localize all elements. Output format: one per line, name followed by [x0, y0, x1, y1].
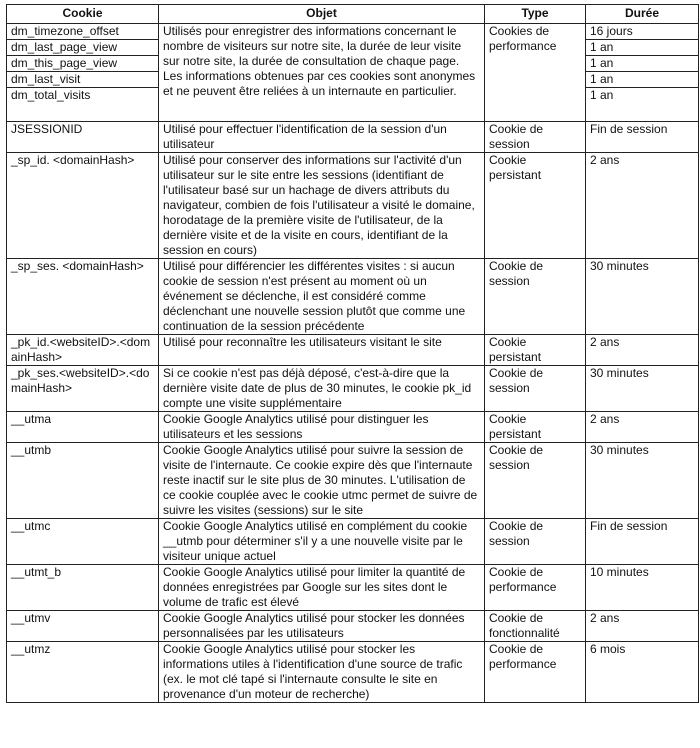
objet-cell: Utilisé pour différencier les différentes visites : si aucun cookie de session n'est présent au moment où un événement se déclenche, il est considéré comme déclenchant une nouvelle session plutôt que comme une continuation de la session précédente — [159, 259, 485, 335]
table-row — [7, 611, 699, 642]
header-type: Type — [485, 5, 586, 24]
type-cell: Cookie de session — [485, 259, 586, 335]
cookie-name: __utmt_b — [7, 565, 159, 611]
header-cookie: Cookie — [7, 5, 159, 24]
duree-cell: 30 minutes — [586, 259, 699, 335]
table-row — [7, 335, 699, 366]
cookie-name: dm_last_page_view — [7, 40, 158, 56]
duree-cell: 6 mois — [586, 642, 699, 703]
table-row — [7, 366, 699, 412]
type-cell: Cookie persistant — [485, 153, 586, 259]
duree-cell: 2 ans — [586, 335, 699, 366]
table-row — [7, 565, 699, 611]
duree-cell: 2 ans — [586, 153, 699, 259]
table-row-dm-group — [7, 24, 699, 122]
objet-cell: Cookie Google Analytics utilisé pour stocker les informations utiles à l'identification d'une source de trafic (ex. le mot clé tapé si l'internaute consulte le site en provenance d'un moteur de recherche) — [159, 642, 485, 703]
cookie-name: dm_total_visits — [11, 88, 91, 102]
header-objet: Objet — [159, 5, 485, 24]
objet-cell: Utilisé pour effectuer l'identification de la session d'un utilisateur — [159, 122, 485, 153]
objet-cell: Cookie Google Analytics utilisé en complément du cookie __utmb pour déterminer s'il y a une nouvelle visite par le visiteur unique actuel — [159, 519, 485, 565]
objet-cell: Utilisé pour reconnaître les utilisateurs visitant le site — [159, 335, 485, 366]
duree-cell: 2 ans — [586, 412, 699, 443]
duree-cell — [586, 24, 699, 122]
cookie-name: dm_last_visit — [7, 72, 158, 88]
objet-cell: Cookie Google Analytics utilisé pour stocker les données personnalisées par les utilisateurs — [159, 611, 485, 642]
cookie-name: _sp_ses. <domainHash> — [7, 259, 159, 335]
type-cell: Cookie de session — [485, 443, 586, 519]
cookie-name: __utmb — [7, 443, 159, 519]
cookie-name: _pk_id.<websiteID>.<domainHash> — [7, 335, 159, 366]
cookie-name: __utma — [7, 412, 159, 443]
type-cell: Cookie de performance — [485, 642, 586, 703]
cookie-name: JSESSIONID — [7, 122, 159, 153]
table-row — [7, 153, 699, 259]
table-row — [7, 259, 699, 335]
cookies-table — [6, 4, 699, 703]
objet-cell: Cookie Google Analytics utilisé pour suivre la session de visite de l'internaute. Ce cookie expire dès que l'internaute reste inactif sur le site plus de 30 minutes. L'utilisation de ce cookie couplée avec le cookie utmc permet de suivre de suivre les visites (sessions) sur le site — [159, 443, 485, 519]
duree-cell: 10 minutes — [586, 565, 699, 611]
type-cell: Cookie de fonctionnalité — [485, 611, 586, 642]
duree-value: 1 an — [586, 56, 698, 72]
type-cell: Cookie de session — [485, 366, 586, 412]
objet-cell: Cookie Google Analytics utilisé pour limiter la quantité de données enregistrées par Google sur les sites dont le volume de trafic est élevé — [159, 565, 485, 611]
duree-cell: 30 minutes — [586, 443, 699, 519]
cookie-name: dm_this_page_view — [7, 56, 158, 72]
type-cell: Cookie persistant — [485, 335, 586, 366]
objet-cell: Utilisés pour enregistrer des informations concernant le nombre de visiteurs sur notre site, la durée de leur visite sur notre site, la durée de consultation de chaque page. Les informations obtenues par ces cookies sont anonymes et ne peuvent être reliées à un internaute en particulier. — [159, 24, 485, 122]
table-row — [7, 122, 699, 153]
duree-cell: 30 minutes — [586, 366, 699, 412]
table-row — [7, 412, 699, 443]
type-cell: Cookies de performance — [485, 24, 586, 122]
cookie-cell — [7, 24, 159, 122]
type-cell: Cookie de performance — [485, 565, 586, 611]
duree-cell: Fin de session — [586, 122, 699, 153]
type-cell: Cookie persistant — [485, 412, 586, 443]
table-row — [7, 443, 699, 519]
cookie-name: __utmz — [7, 642, 159, 703]
duree-value: 1 an — [586, 72, 698, 88]
objet-cell: Utilisé pour conserver des informations sur l'activité d'un utilisateur sur le site entre les sessions (identifiant de l'utilisateur basé sur un hachage de divers attributs du navigateur, combien de fois l'utilisateur a visité le domaine, horodatage de la première visite de l'utilisateur, de la dernière visite et de la visite en cours, identifiant de la session en cours) — [159, 153, 485, 259]
cookie-name: _sp_id. <domainHash> — [7, 153, 159, 259]
cookie-name: __utmv — [7, 611, 159, 642]
duree-cell: Fin de session — [586, 519, 699, 565]
cookie-name: __utmc — [7, 519, 159, 565]
duree-value: 1 an — [586, 40, 698, 56]
cookie-name: dm_timezone_offset — [7, 24, 158, 40]
duree-cell: 2 ans — [586, 611, 699, 642]
header-row — [7, 5, 699, 24]
objet-cell: Si ce cookie n'est pas déjà déposé, c'est-à-dire que la dernière visite date de plus de 30 minutes, le cookie pk_id compte une visite supplémentaire — [159, 366, 485, 412]
cookie-name: _pk_ses.<websiteID>.<domainHash> — [7, 366, 159, 412]
type-cell: Cookie de session — [485, 519, 586, 565]
objet-cell: Cookie Google Analytics utilisé pour distinguer les utilisateurs et les sessions — [159, 412, 485, 443]
duree-value: 1 an — [590, 88, 614, 102]
header-duree: Durée — [586, 5, 699, 24]
table-row — [7, 642, 699, 703]
duree-value: 16 jours — [586, 24, 698, 40]
type-cell: Cookie de session — [485, 122, 586, 153]
table-row — [7, 519, 699, 565]
